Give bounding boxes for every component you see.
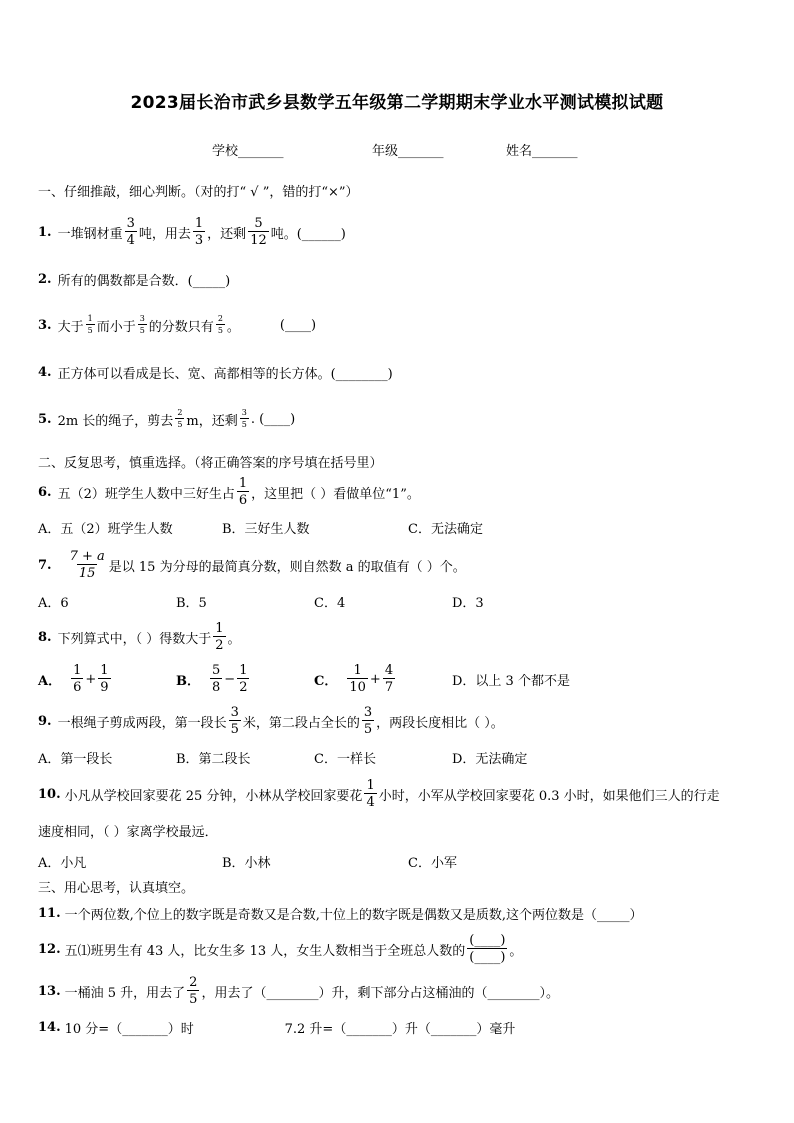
- school-field: 学校_______: [212, 144, 284, 159]
- question-text: 米，第二段占全长的: [242, 715, 360, 731]
- question-text: 是以 15 为分母的最简真分数，则自然数 a 的取值有（ ）个。: [108, 559, 466, 575]
- question-text: ，还剩: [207, 226, 247, 242]
- question-text: 小时，小军从学校回家要花 0.3 小时，如果他们三人的行走: [378, 788, 720, 804]
- option-b: B．第二段长: [176, 751, 251, 767]
- question-13: [38, 976, 559, 1006]
- option-c: C．小军: [408, 855, 457, 871]
- question-text: 下列算式中，（ ）得数大于: [57, 631, 212, 647]
- denominator: 15: [78, 566, 96, 581]
- numerator: 3: [230, 705, 239, 720]
- fraction: [213, 622, 225, 652]
- option-d: D．无法确定: [452, 751, 528, 767]
- question-text: 大于: [57, 319, 84, 335]
- fraction: [86, 315, 95, 335]
- question-number: 1.: [38, 224, 52, 240]
- fraction: [98, 664, 110, 694]
- question-6: [38, 477, 420, 507]
- option-b: B．5: [176, 595, 207, 611]
- denominator: 4: [126, 233, 135, 248]
- fraction: [68, 550, 107, 580]
- question-11: [38, 898, 643, 928]
- question-text: 五（2）班学生人数中三好生占: [57, 486, 235, 502]
- question-text: 一个两位数,个位上的数字既是奇数又是合数,十位上的数字既是偶数又是质数,这个两位数是（_____）: [64, 907, 643, 923]
- grade-field: 年级_______: [372, 144, 444, 159]
- question-3: [38, 310, 316, 340]
- numerator: 2: [177, 408, 183, 417]
- question-number: 10.: [38, 786, 61, 802]
- question-text: 所有的偶数都是合数．(_____): [57, 273, 231, 289]
- question-10-continued: 速度相同，（ ）家离学校最远．: [38, 824, 218, 840]
- denominator: 6: [73, 680, 82, 695]
- question-2: [38, 264, 230, 294]
- fraction-blank: [467, 934, 507, 964]
- denominator: 6: [238, 493, 248, 508]
- question-text: 一堆钢材重: [57, 226, 123, 242]
- question-number: 13.: [38, 983, 61, 999]
- numerator: 7 + a: [69, 549, 105, 564]
- question-text: 10 分=（_______）时: [64, 1021, 194, 1037]
- numerator: 3: [241, 408, 247, 417]
- numerator: 1: [87, 314, 93, 323]
- numerator: 4: [384, 663, 394, 678]
- operator: +: [85, 671, 97, 687]
- fraction: [193, 217, 205, 247]
- option-a: A．第一段长: [38, 751, 113, 767]
- answer-blank: 吨。(______): [270, 226, 346, 242]
- question-7: [38, 550, 466, 580]
- section-2-heading: 二、反复思考，慎重选择。（将正确答案的序号填在括号里）: [38, 455, 383, 471]
- question-8: [38, 622, 241, 652]
- denominator: 5: [241, 420, 247, 429]
- denominator: 2: [215, 638, 224, 653]
- option-label: B．: [176, 673, 200, 689]
- question-number: 11.: [38, 905, 61, 921]
- denominator: 5: [230, 722, 239, 737]
- denominator: 5: [217, 326, 223, 335]
- operator: −: [224, 671, 236, 687]
- question-number: 8.: [38, 629, 52, 645]
- numerator: 1: [239, 663, 248, 678]
- question-text: 。: [226, 319, 240, 335]
- fraction: [237, 477, 249, 507]
- question-number: 6.: [38, 484, 52, 500]
- question-10: [38, 779, 720, 809]
- option-d: D．以上 3 个都不是: [452, 673, 570, 689]
- numerator: 5: [254, 216, 263, 231]
- question-text: 一桶油 5 升，用去了: [64, 985, 186, 1001]
- numerator: 1: [194, 216, 204, 231]
- option-c: [314, 664, 397, 694]
- fraction: [347, 664, 368, 694]
- question-12: [38, 934, 522, 964]
- section-3-heading: 三、用心思考，认真填空。: [38, 880, 195, 896]
- page-title: 2023届长治市武乡县数学五年级第二学期期末学业水平测试模拟试题: [130, 93, 664, 113]
- question-text: 吨，用去: [138, 226, 191, 242]
- question-number: 5.: [38, 411, 52, 427]
- question-text: 五⑴班男生有 43 人，比女生多 13 人，女生人数相当于全班总人数的: [64, 943, 466, 959]
- question-number: 7.: [38, 557, 52, 573]
- question-text: . (____): [250, 411, 296, 427]
- option-a: [38, 664, 113, 694]
- numerator: 1: [73, 663, 82, 678]
- question-text: m，还剩: [186, 413, 238, 429]
- denominator: 5: [177, 420, 183, 429]
- question-text: 的分数只有: [148, 319, 214, 335]
- denominator: 7: [384, 680, 394, 695]
- question-number: 3.: [38, 317, 52, 333]
- question-5: [38, 404, 295, 434]
- option-b: [176, 664, 251, 694]
- denominator: 3: [194, 233, 204, 248]
- denominator-blank: (____): [469, 950, 506, 965]
- question-text: 。: [227, 631, 241, 647]
- numerator: 1: [100, 663, 109, 678]
- numerator: 3: [363, 705, 373, 720]
- fraction: [229, 706, 241, 736]
- question-number: 9.: [38, 713, 52, 729]
- numerator: 1: [238, 476, 248, 491]
- option-c: C．无法确定: [408, 521, 483, 537]
- fraction: [210, 664, 222, 694]
- numerator: 3: [139, 314, 145, 323]
- fraction: [364, 779, 376, 809]
- denominator: 5: [87, 326, 93, 335]
- question-text: ，这里把（ ）看做单位“1”。: [251, 486, 420, 502]
- question-4: [38, 357, 393, 387]
- fraction: [71, 664, 83, 694]
- fraction: [248, 217, 269, 247]
- numerator: 1: [215, 621, 224, 636]
- question-text: 7.2 升=（_______）升（_______）毫升: [284, 1021, 516, 1037]
- question-1: [38, 217, 346, 247]
- question-14: [38, 1012, 515, 1042]
- denominator: 12: [250, 233, 267, 248]
- fraction: [216, 315, 225, 335]
- option-label: A．: [38, 673, 62, 689]
- denominator: 4: [366, 795, 375, 810]
- option-d: D．3: [452, 595, 484, 611]
- numerator: 5: [212, 663, 221, 678]
- option-a: A．小凡: [38, 855, 87, 871]
- denominator: 2: [239, 680, 248, 695]
- option-c: C．一样长: [314, 751, 376, 767]
- fraction: [125, 217, 137, 247]
- denominator: 8: [212, 680, 221, 695]
- question-text: 而小于: [96, 319, 136, 335]
- question-text: 一根绳子剪成两段，第一段长: [57, 715, 227, 731]
- fraction: [240, 409, 249, 429]
- denominator: 5: [363, 722, 373, 737]
- fraction: [383, 664, 395, 694]
- question-text: 小凡从学校回家要花 25 分钟，小林从学校回家要花: [64, 788, 363, 804]
- numerator: 1: [353, 663, 362, 678]
- section-1-heading: 一、仔细推敲，细心判断。（对的打“ √ ”，错的打“×”）: [38, 184, 359, 200]
- fraction: [138, 315, 147, 335]
- fraction: [362, 706, 374, 736]
- option-label: C．: [314, 673, 338, 689]
- option-c: C．4: [314, 595, 346, 611]
- numerator: 2: [189, 975, 198, 990]
- answer-blank: (____): [279, 317, 317, 333]
- numerator: 3: [126, 216, 135, 231]
- option-a: A．6: [38, 595, 69, 611]
- name-field: 姓名_______: [506, 144, 578, 159]
- question-number: 4.: [38, 364, 52, 380]
- option-b: B．小林: [222, 855, 271, 871]
- fraction: [237, 664, 249, 694]
- denominator: 9: [100, 680, 109, 695]
- operator: +: [369, 671, 381, 687]
- question-number: 2.: [38, 271, 52, 287]
- numerator: 2: [217, 314, 223, 323]
- fraction: [187, 976, 199, 1006]
- denominator: 5: [189, 992, 198, 1007]
- option-b: B．三好生人数: [222, 521, 310, 537]
- numerator: 1: [366, 778, 375, 793]
- question-text: ，两段长度相比（ ）。: [376, 715, 504, 731]
- fraction: [175, 409, 184, 429]
- option-a: A．五（2）班学生人数: [38, 521, 173, 537]
- denominator: 5: [139, 326, 145, 335]
- question-number: 12.: [38, 941, 61, 957]
- question-text: 正方体可以看成是长、宽、高都相等的长方体。(________): [57, 366, 393, 382]
- question-text: 。: [509, 943, 523, 959]
- question-text: 2m 长的绳子，剪去: [57, 413, 174, 429]
- question-number: 14.: [38, 1019, 61, 1035]
- question-text: ，用去了（________）升，剩下部分占这桶油的（________）。: [201, 985, 559, 1001]
- numerator-blank: (____): [469, 933, 506, 948]
- question-9: [38, 706, 504, 736]
- denominator: 10: [349, 680, 366, 695]
